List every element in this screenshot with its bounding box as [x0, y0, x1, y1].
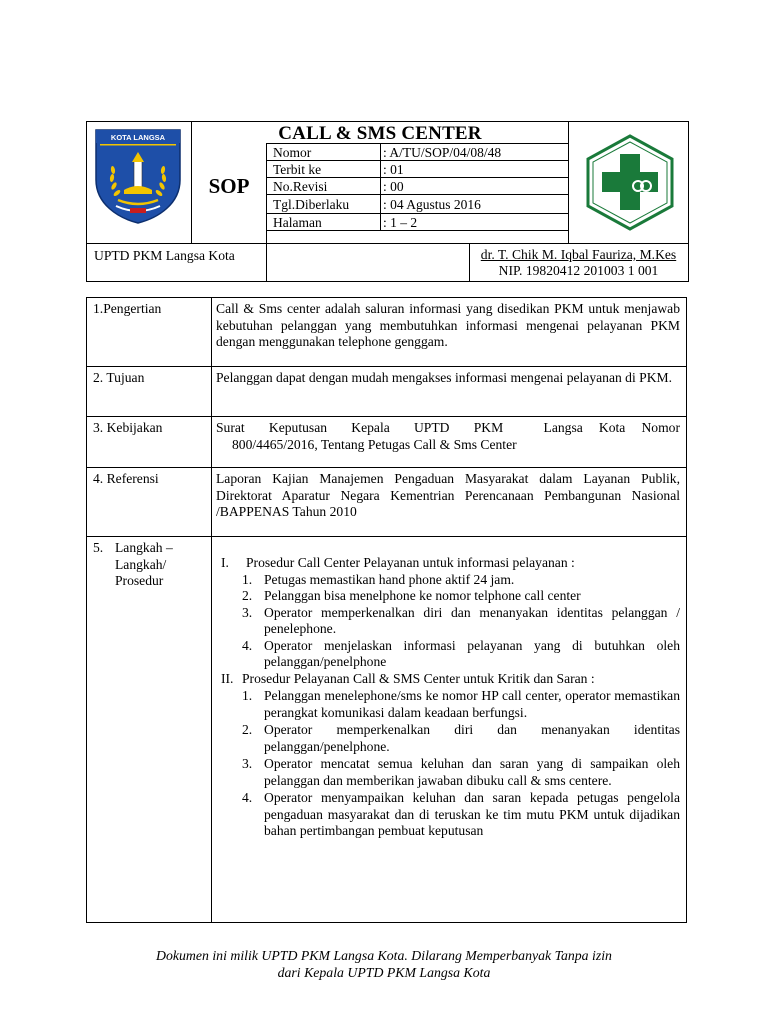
- kebijakan-line-2: 800/4465/2016, Tentang Petugas Call & Sms Center: [232, 436, 517, 452]
- list-item-number: 1.: [242, 688, 253, 703]
- list-item: [216, 722, 680, 755]
- document-title: CALL & SMS CENTER: [278, 123, 482, 144]
- prosedur-label-line: Langkah/: [115, 556, 167, 572]
- document-footer: [0, 947, 768, 981]
- procedure-heading-text: Prosedur Pelayanan Call & SMS Center untuk Kritik dan Saran :: [242, 670, 595, 686]
- meta-value: : 01: [383, 162, 404, 177]
- list-item-number: 1.: [242, 571, 253, 587]
- meta-key: Terbit ke: [273, 162, 322, 177]
- procedure-heading-text: Prosedur Call Center Pelayanan untuk informasi pelayanan :: [246, 555, 575, 570]
- list-item-number: 4.: [242, 637, 253, 653]
- unit-name: UPTD PKM Langsa Kota: [94, 248, 235, 263]
- section-text-pengertian: Call & Sms center adalah saluran informasi yang disedikan PKM untuk menjawab kebutuhan pelanggan yang membutuhkan informasi mengenai pelayanan PKM dengan menggunakan telephone genggam.: [216, 301, 680, 349]
- section-label-kebijakan: 3. Kebijakan: [93, 420, 163, 435]
- prosedur-label-line: Langkah –: [115, 540, 173, 555]
- kebijakan-line-1: Surat Keputusan Kepala UPTD PKM Langsa Kota Nomor: [216, 420, 680, 435]
- footer-line: dari Kepala UPTD PKM Langsa Kota: [277, 965, 491, 980]
- list-item: [216, 572, 680, 589]
- prosedur-label-line: Prosedur: [115, 573, 164, 588]
- section-label-prosedur: [93, 540, 205, 590]
- list-item: [216, 790, 680, 840]
- meta-value: : A/TU/SOP/04/08/48: [383, 145, 502, 160]
- procedure-heading: [216, 555, 680, 572]
- meta-row: [266, 196, 568, 213]
- list-item: [216, 756, 680, 789]
- meta-key: Tgl.Diberlaku: [273, 197, 350, 212]
- meta-key: Nomor: [273, 145, 312, 160]
- meta-row: [266, 161, 568, 178]
- list-item-text: Operator menjelaskan informasi pelayanan yang di butuhkan oleh pelanggan/penelphone: [264, 637, 680, 669]
- procedure-heading: [216, 671, 680, 688]
- signer-nip: NIP. 19820412 201003 1 001: [498, 263, 659, 278]
- section-label-pengertian: 1.Pengertian: [93, 301, 162, 316]
- list-item-text: Petugas memastikan hand phone aktif 24 jam.: [264, 571, 515, 587]
- section-text-referensi: Laporan Kajian Manajemen Pengaduan Masyarakat dalam Layanan Publik, Direktorat Aparatur Negara Kementrian Perencanaan Pembangunan Nasional /BAPPENAS Tahun 2010: [216, 471, 680, 519]
- meta-row: [266, 178, 568, 195]
- list-item: [216, 688, 680, 721]
- section-label-tujuan: 2. Tujuan: [93, 370, 145, 385]
- kota-langsa-logo: [94, 128, 182, 224]
- list-item-text: Pelanggan menelephone/sms ke nomor HP call center, operator memastikan perangkat komunikasi dalam keadaan berfungsi.: [264, 688, 680, 720]
- list-item-number: 2.: [242, 588, 253, 603]
- puskesmas-logo: [585, 134, 675, 231]
- list-item-text: Pelanggan bisa menelphone ke nomor telphone call center: [264, 588, 581, 603]
- meta-key: Halaman: [273, 215, 322, 230]
- meta-row: [266, 144, 568, 161]
- procedure-heading-num: II.: [221, 670, 234, 686]
- meta-row: [266, 214, 568, 231]
- list-item-text: Operator mencatat semua keluhan dan saran yang di sampaikan oleh pelanggan dan memberikan jawaban dibuku call & sms centere.: [264, 756, 680, 788]
- list-item-number: 4.: [242, 790, 253, 805]
- footer-line: Dokumen ini milik UPTD PKM Langsa Kota. Dilarang Memperbanyak Tanpa izin: [156, 948, 612, 963]
- section-label-referensi: 4. Referensi: [93, 471, 159, 486]
- list-item-number: 3.: [242, 756, 253, 771]
- list-item-number: 2.: [242, 722, 253, 737]
- meta-value: : 04 Agustus 2016: [383, 197, 481, 212]
- sop-label: SOP: [208, 174, 250, 198]
- list-item-text: Operator menyampaikan keluhan dan saran kepada petugas pengelola pengaduan masyarakat dan di teruskan ke tim mutu PKM untuk dijadikan bahan pertimbangan pembuat keputusan: [264, 790, 680, 838]
- procedure-heading-num: I.: [221, 555, 229, 570]
- list-item: [216, 605, 680, 638]
- logo-text: KOTA LANGSA: [110, 133, 166, 142]
- meta-value: : 00: [383, 179, 404, 194]
- list-item-number: 3.: [242, 604, 253, 620]
- list-item-text: Operator memperkenalkan diri dan menanyakan identitas pelanggan / penelephone.: [264, 604, 680, 636]
- meta-key: No.Revisi: [273, 179, 328, 194]
- section-text-tujuan: Pelanggan dapat dengan mudah mengakses informasi mengenai pelayanan di PKM.: [216, 370, 673, 385]
- list-item: [216, 638, 680, 671]
- prosedur-label-num: 5.: [93, 540, 104, 555]
- list-item-text: Operator memperkenalkan diri dan menanyakan identitas pelanggan/penelphone.: [264, 722, 680, 754]
- signer-name: dr. T. Chik M. Iqbal Fauriza, M.Kes: [480, 247, 677, 262]
- section-text-prosedur: [216, 555, 680, 840]
- list-item: [216, 588, 680, 605]
- section-text-kebijakan: [216, 420, 680, 453]
- meta-value: : 1 – 2: [383, 215, 418, 230]
